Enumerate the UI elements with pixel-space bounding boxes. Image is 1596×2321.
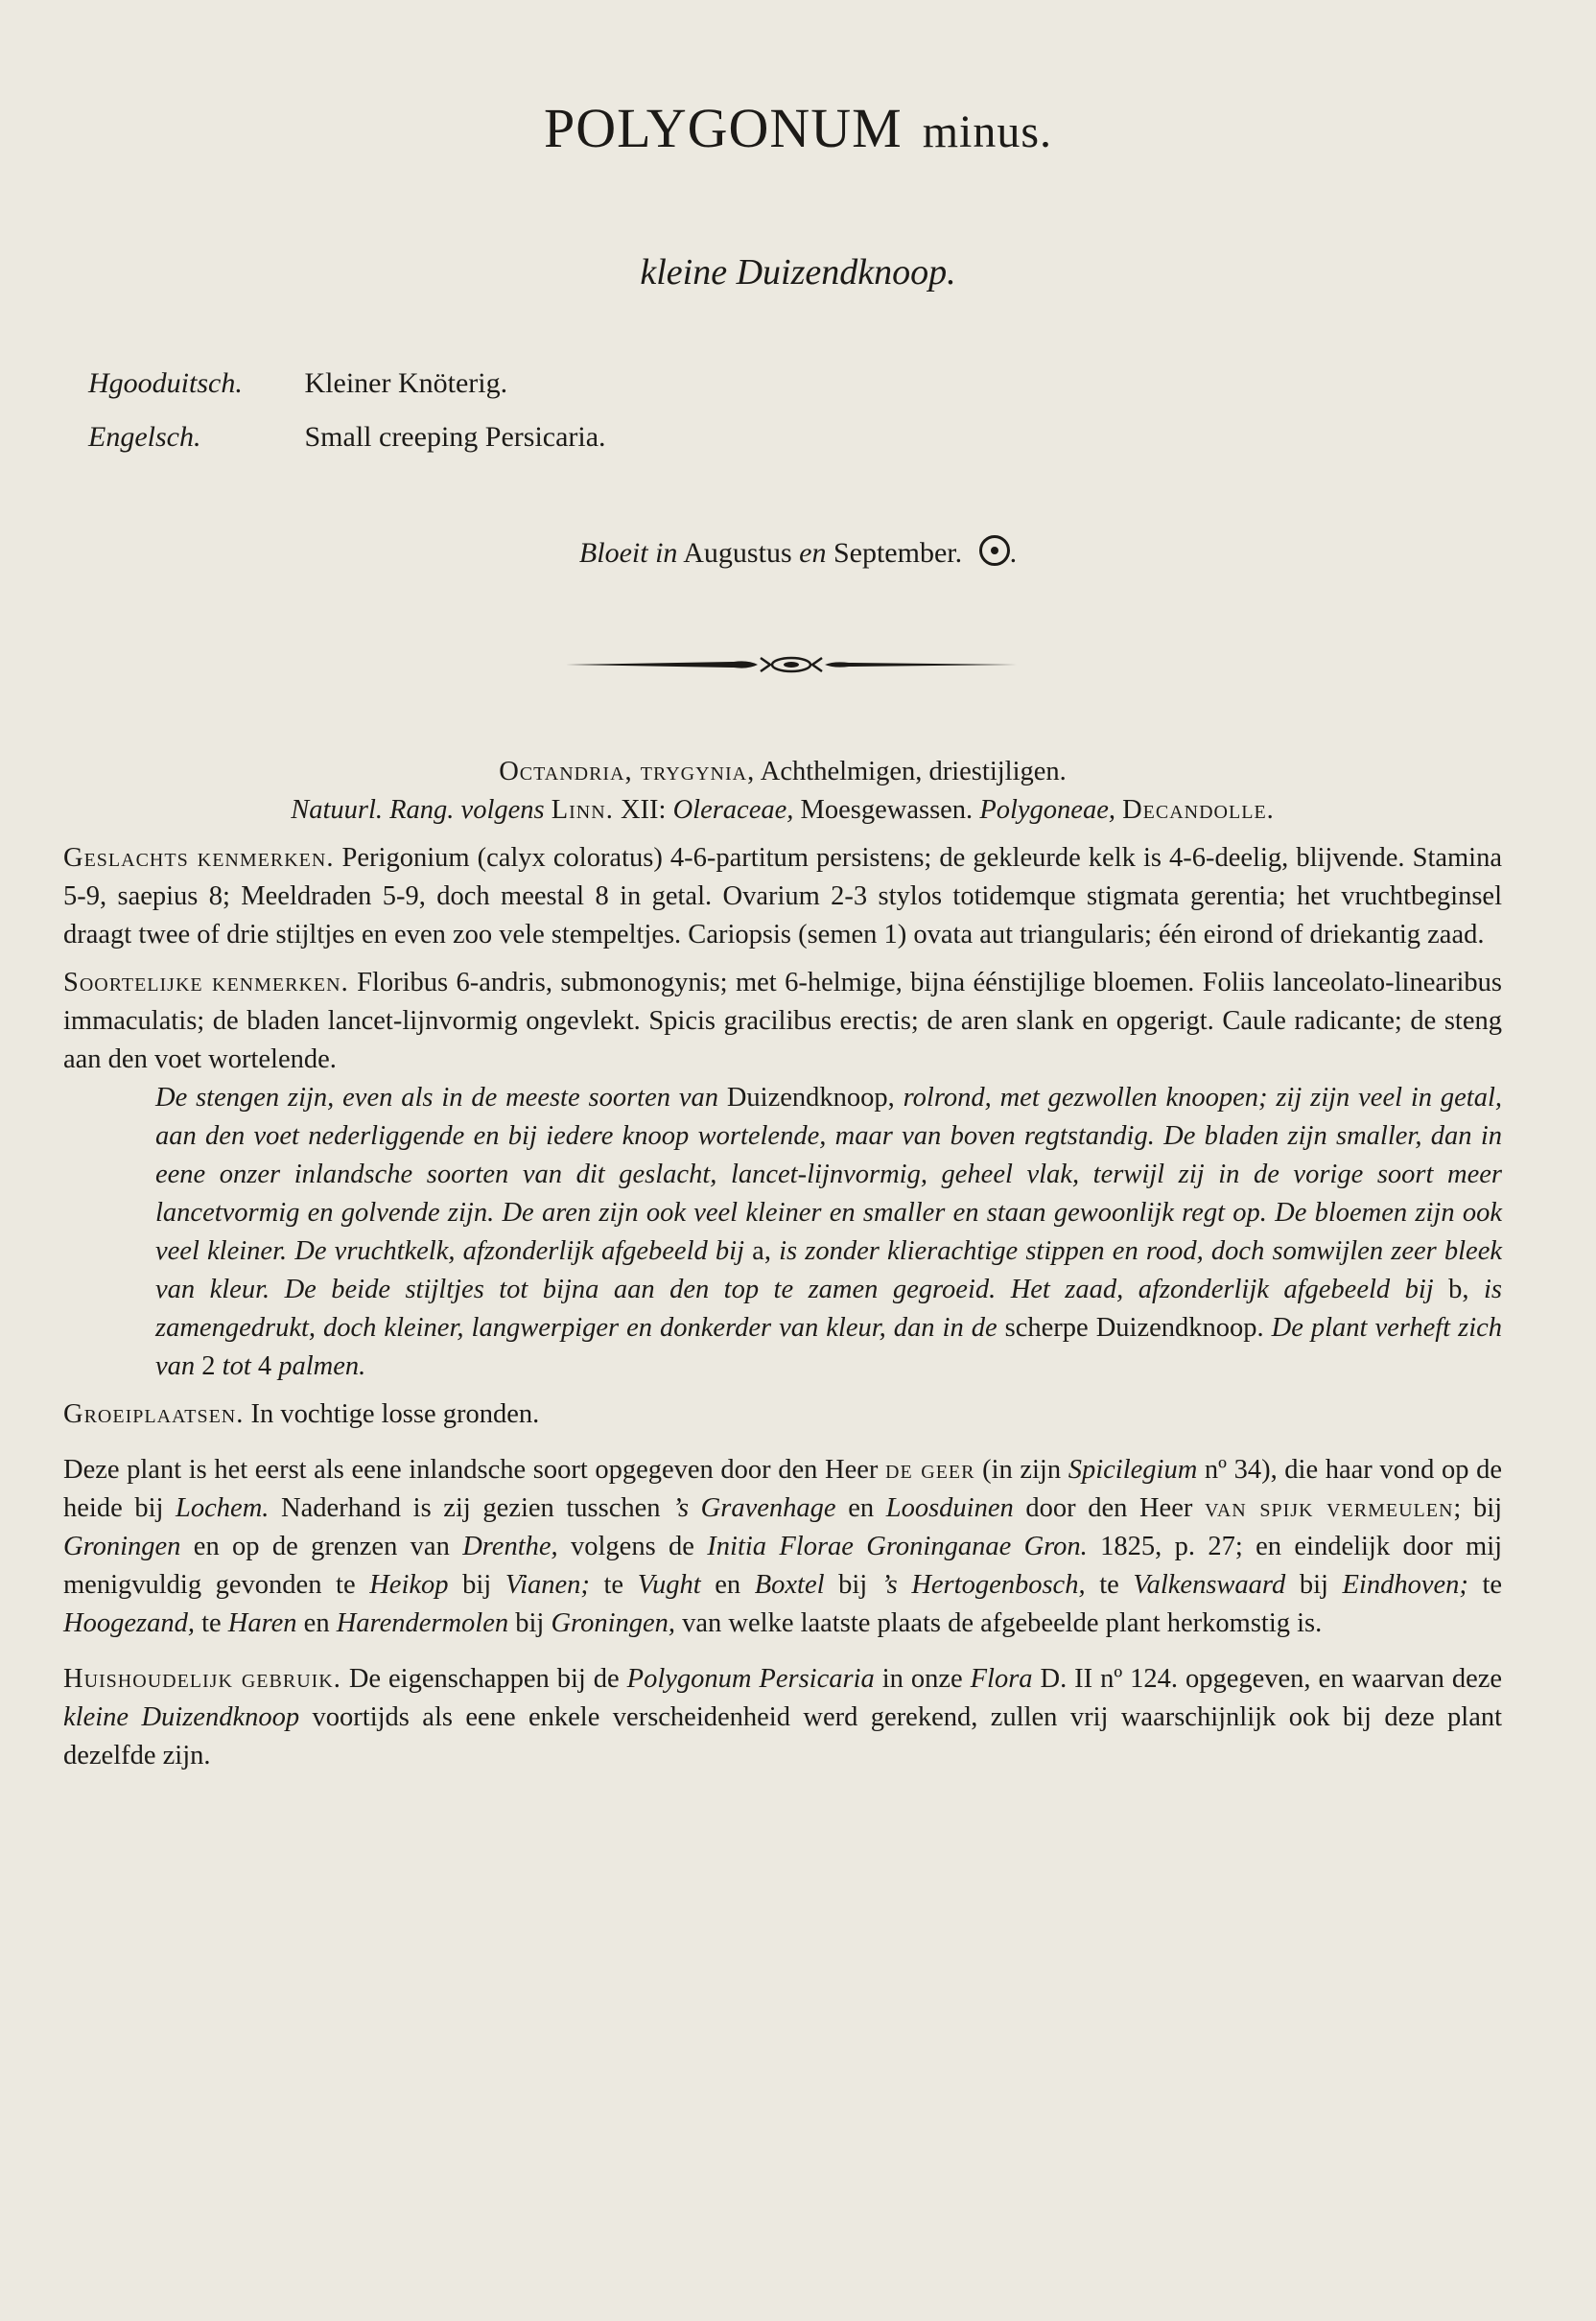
hist-text: Haren (227, 1608, 297, 1638)
section-label: Soortelijke kenmerken. (63, 968, 349, 997)
desc-text: De stengen zijn, even als in de meeste soorten van (155, 1083, 718, 1113)
section-label: Geslachts kenmerken. (63, 843, 335, 873)
section-label: Groeiplaatsen. (63, 1399, 245, 1429)
bloei-en: en (799, 537, 827, 569)
desc-text: 2 (201, 1351, 216, 1381)
hist-text: Groningen (63, 1532, 181, 1561)
hist-text: Hoogezand, (63, 1608, 195, 1638)
bloei-in: in (655, 537, 678, 569)
hist-text: (in zijn (982, 1455, 1062, 1485)
hist-text: de geer (885, 1455, 975, 1485)
genus-name: POLYGONUM (543, 97, 903, 159)
language-label: Hgooduitsch. (88, 367, 243, 399)
desc-text: a, (752, 1236, 771, 1266)
hist-text: bij (462, 1570, 492, 1600)
moesgewassen: Moesgewassen. (800, 795, 974, 825)
classification-line-2 (63, 791, 1502, 830)
hist-text: Heikop (369, 1570, 449, 1600)
section-text: In vochtige losse gronden. (250, 1399, 540, 1429)
common-name-row (88, 357, 606, 410)
section-text: Perigonium (calyx coloratus) 4-6-partitum persistens; de gekleurde kelk is 4-6-deelig, blijvende. Stamina 5-9, saepius 8; Meeldraden 5-9, doch meestal 8 in getal. Ovarium 2-3 stylos totidemque stigmata gerentia; het vruchtbeginsel draagt twee of drie stijltjes en even zoo vele stempeltjes. Cariopsis (semen 1) ovata aut triangularis; één eirond of driekantig zaad. (63, 843, 1502, 950)
dutch-name: kleine Duizendknoop. (640, 252, 956, 293)
annual-sun-icon (979, 535, 1010, 566)
hist-text: Vught (637, 1570, 701, 1600)
hist-text: en (303, 1608, 330, 1638)
hist-text: Deze plant is het eerst als eene inlandsche soort opgegeven door den Heer (63, 1455, 879, 1485)
use-text: Polygonum Persicaria (626, 1664, 875, 1694)
use-text: De eigenschappen bij de (348, 1664, 620, 1694)
use-text: Flora (970, 1664, 1033, 1694)
classification-line-1 (63, 753, 1502, 791)
household-use (63, 1660, 1502, 1775)
use-text: kleine Duizendknoop (63, 1702, 300, 1732)
use-text: D. II nº 124. opgegeven, en waarvan deze (1040, 1664, 1503, 1694)
desc-text: b, (1448, 1275, 1469, 1304)
article-body (63, 753, 1502, 1775)
hist-text: van spijk vermeulen (1204, 1493, 1454, 1523)
common-names (88, 357, 606, 464)
common-name: Small creeping Persicaria. (304, 421, 606, 453)
desc-text: 4 (257, 1351, 272, 1381)
language-label: Engelsch. (88, 421, 201, 453)
hist-text: Vianen; (505, 1570, 590, 1600)
desc-text: De plant verheft zich van (155, 1313, 1503, 1381)
species-characters (63, 964, 1502, 1079)
use-text: voortijds als eene enkele verscheidenheid werd gerekend, zullen vrij waarschijnlijk ook bij deze plant dezelfde zijn. (63, 1702, 1503, 1770)
section-label: Huishoudelijk gebruik. (63, 1664, 341, 1694)
hist-text: Spicilegium (1068, 1455, 1198, 1485)
section-text: Floribus 6-andris, submonogynis; met 6-helmige, bijna éénstijlige bloemen. Foliis lanceolato-linearibus immaculatis; de bladen lancet-lijnvormig ongevlekt. Spicis gracilibus erectis; de aren slank en opgerigt. Caule radicante; de steng aan den voet wortelende. (63, 968, 1503, 1074)
natuurl-rang: Natuurl. Rang. volgens (291, 795, 545, 825)
hist-text: Eindhoven; (1342, 1570, 1468, 1600)
symbol-period: . (1009, 537, 1018, 569)
desc-text: is zonder klierachtige stippen en rood, doch somwijlen zeer bleek van kleur. De beide stijltjes tot bijna aan den top te zamen gegroeid. Het zaad, afzonderlijk afgebeeld bij (155, 1236, 1503, 1304)
desc-text: is zamengedrukt, doch kleiner, langwerpiger en donkerder van kleur, dan in de (155, 1275, 1503, 1343)
use-text: in onze (881, 1664, 963, 1694)
habitat (63, 1395, 1502, 1434)
hist-text: Lochem. (176, 1493, 270, 1523)
decandolle: Decandolle. (1122, 795, 1275, 825)
desc-text: Duizendknoop, (726, 1083, 895, 1113)
desc-text: rolrond, met gezwollen knoopen; zij zijn veel in getal, aan den voet nederliggende en bij iedere knoop wortelende, maar van boven regtstandig. De bladen zijn smaller, dan in eene onzer inlandsche soorten van dit geslacht, lancet-lijnvormig, geheel vlak, terwijl zij in de vorige soort meer lancetvormig en golvende zijn. De aren zijn ook veel kleiner en smaller en staan gewoonlijk regt op. De bloemen zijn ook veel kleiner. De vruchtkelk, afzonderlijk afgebeeld bij (155, 1083, 1503, 1266)
hist-text: 1825, p. 27; en eindelijk door mij menigvuldig gevonden te (63, 1532, 1503, 1600)
hist-text: Drenthe, (462, 1532, 558, 1561)
hist-text: bij (838, 1570, 868, 1600)
hist-text: en (848, 1493, 875, 1523)
bloei-month-1: Augustus (683, 537, 792, 569)
desc-text: palmen. (278, 1351, 366, 1381)
hist-text: Loosduinen (885, 1493, 1014, 1523)
desc-text: tot (222, 1351, 251, 1381)
hist-text: en (715, 1570, 741, 1600)
common-name: Kleiner Knöterig. (304, 367, 508, 399)
class-dutch: Achthelmigen, driestijligen. (760, 757, 1067, 786)
hist-text: bij (1299, 1570, 1328, 1600)
genus-characters (63, 839, 1502, 954)
hist-text: te (603, 1570, 624, 1600)
hist-text: Harendermolen (336, 1608, 509, 1638)
hist-text: volgens de (571, 1532, 694, 1561)
hist-text: en op de grenzen van (193, 1532, 450, 1561)
divider-ornament-icon (566, 650, 1017, 679)
hist-text: bij (515, 1608, 545, 1638)
bloei-month-2: September. (833, 537, 963, 569)
hist-text: te (1099, 1570, 1119, 1600)
species-name: minus. (922, 106, 1053, 157)
hist-text: van welke laatste plaats de afgebeelde plant herkomstig is. (682, 1608, 1323, 1638)
hist-text: Initia Florae Groninganae Gron. (707, 1532, 1088, 1561)
flowering-time (0, 535, 1596, 570)
hist-text: te (1482, 1570, 1503, 1600)
hist-text: ’s Gravenhage (672, 1493, 836, 1523)
bloei-label: Bloeit (578, 537, 648, 569)
class-latin: Octandria, trygynia, (499, 757, 756, 786)
linn: Linn. (551, 795, 614, 825)
polygoneae: Polygoneae, (979, 795, 1115, 825)
hist-text: Valkenswaard (1133, 1570, 1286, 1600)
common-name-row (88, 410, 606, 464)
desc-text: scherpe Duizendknoop. (1004, 1313, 1264, 1343)
hist-text: door den Heer (1025, 1493, 1193, 1523)
class-number: XII: (620, 795, 667, 825)
hist-text: nº 34), die haar vond op de heide bij (63, 1455, 1502, 1523)
hist-text: te (201, 1608, 222, 1638)
hist-text: ’s Hertogenbosch, (880, 1570, 1086, 1600)
history-paragraph (63, 1451, 1502, 1643)
oleraceae: Oleraceae, (672, 795, 794, 825)
hist-text: Boxtel (754, 1570, 825, 1600)
hist-text: Groningen, (551, 1608, 676, 1638)
description (63, 1079, 1502, 1386)
hist-text: Naderhand is zij gezien tusschen (281, 1493, 661, 1523)
hist-text: ; bij (1453, 1493, 1503, 1523)
page-title (0, 96, 1596, 160)
